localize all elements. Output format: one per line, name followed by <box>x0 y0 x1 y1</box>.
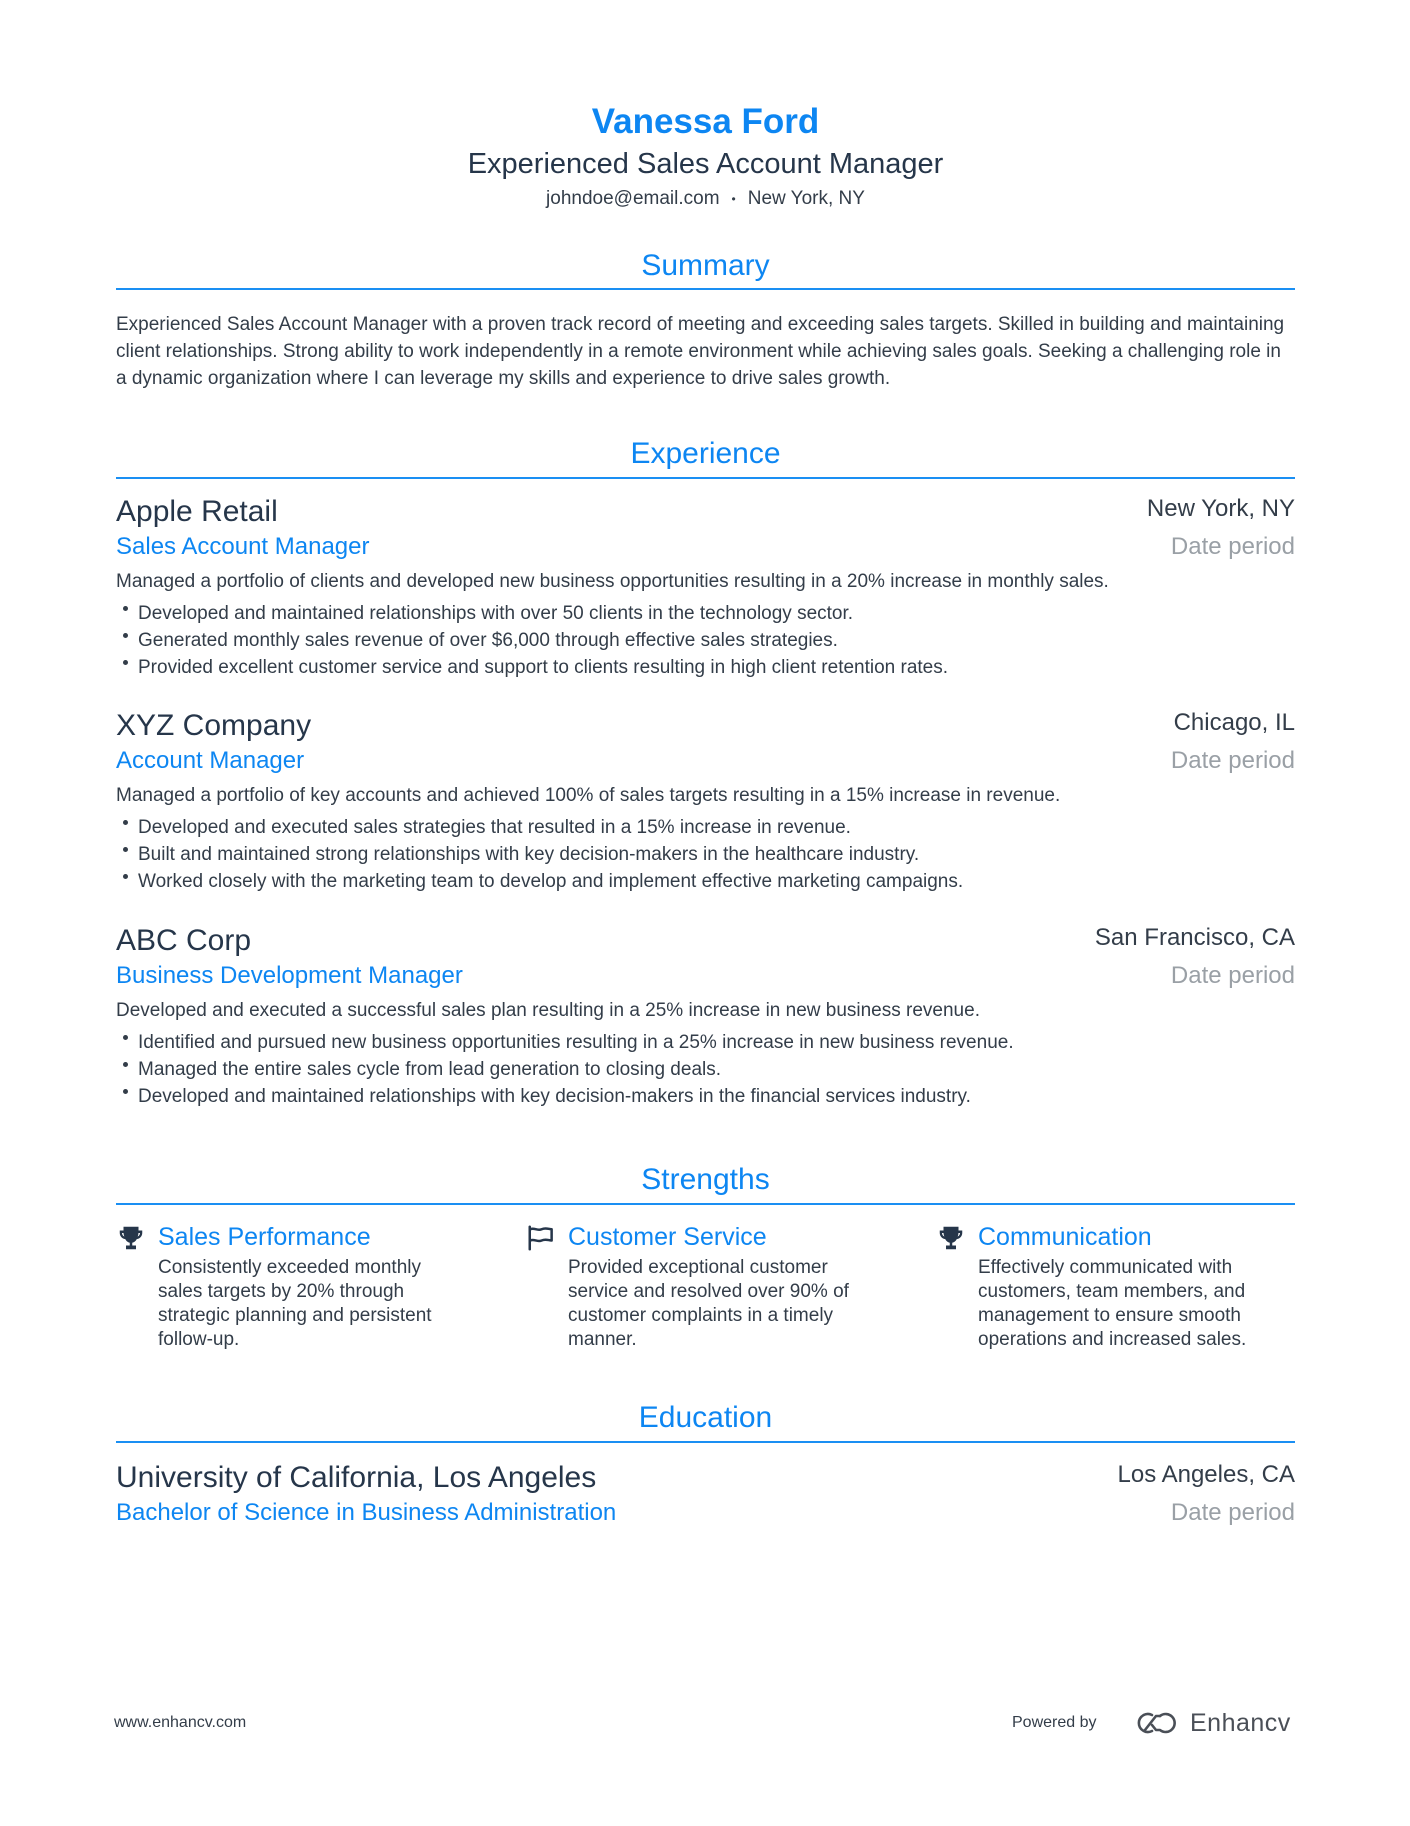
bullet-text: Provided excellent customer service and support to clients resulting in high client retention rates. <box>138 657 949 678</box>
section-title-experience: Experience <box>630 437 781 470</box>
section-title-education: Education <box>638 1401 773 1434</box>
list-item <box>116 654 1295 681</box>
list-item <box>116 814 1295 841</box>
list-item <box>116 868 1295 895</box>
bullet-icon <box>123 1089 128 1094</box>
list-item <box>116 1056 1295 1083</box>
resume-header <box>116 100 1295 212</box>
job-bullets <box>116 814 1295 895</box>
education-date: Date period <box>1170 1499 1295 1526</box>
powered-by-label: Powered by <box>1012 1714 1097 1731</box>
bullet-text: Worked closely with the marketing team to develop and implement effective marketing campaigns. <box>138 871 964 892</box>
bullet-text: Generated monthly sales revenue of over $6,000 through effective sales strategies. <box>138 630 838 651</box>
list-item <box>116 627 1295 654</box>
job-role: Sales Account Manager <box>116 533 370 560</box>
footer-website-link[interactable]: www.enhancv.com <box>114 1714 247 1731</box>
job-description: Developed and executed a successful sales plan resulting in a 25% increase in new business revenue. <box>116 1000 980 1021</box>
bullet-text: Developed and maintained relationships with key decision-makers in the financial services industry. <box>138 1086 971 1107</box>
section-divider <box>116 1441 1295 1443</box>
school-name: University of California, Los Angeles <box>116 1461 597 1494</box>
section-title-summary: Summary <box>641 249 770 282</box>
job-description: Managed a portfolio of clients and developed new business opportunities resulting in a 20% increase in monthly sales. <box>116 571 1109 592</box>
bullet-text: Identified and pursued new business opportunities resulting in a 25% increase in new business revenue. <box>138 1032 1014 1053</box>
trophy-icon <box>116 1223 146 1253</box>
strength-description: Provided exceptional customer service and resolved over 90% of customer complaints in a timely manner. <box>568 1257 849 1350</box>
job-location: New York, NY <box>1146 495 1295 522</box>
job-date: Date period <box>1170 533 1295 560</box>
strength-description: Effectively communicated with customers, team members, and management to ensure smooth operations and increased sales. <box>978 1257 1247 1350</box>
section-divider <box>116 288 1295 290</box>
job-location: San Francisco, CA <box>1094 924 1295 951</box>
contact-line <box>116 186 1295 212</box>
job-date: Date period <box>1170 962 1295 989</box>
section-divider <box>116 1203 1295 1205</box>
strength-description: Consistently exceeded monthly sales targets by 20% through strategic planning and persistent follow-up. <box>158 1257 432 1350</box>
resume-page <box>116 0 1295 1826</box>
job-date: Date period <box>1170 747 1295 774</box>
company-name: ABC Corp <box>116 924 252 957</box>
trophy-icon <box>936 1223 966 1253</box>
strength-title: Customer Service <box>568 1223 767 1251</box>
bullet-icon <box>123 1062 128 1067</box>
section-title-strengths: Strengths <box>641 1163 770 1196</box>
list-item <box>116 841 1295 868</box>
bullet-text: Built and maintained strong relationships with key decision-makers in the healthcare industry. <box>138 844 920 865</box>
school-location: Los Angeles, CA <box>1117 1461 1295 1488</box>
enhancv-brand-name: Enhancv <box>1190 1709 1291 1737</box>
job-description: Managed a portfolio of key accounts and achieved 100% of sales targets resulting in a 15% increase in revenue. <box>116 785 1061 806</box>
bullet-icon <box>123 847 128 852</box>
bullet-text: Developed and executed sales strategies that resulted in a 15% increase in revenue. <box>138 817 851 838</box>
bullet-icon <box>123 820 128 825</box>
list-item <box>116 1029 1295 1056</box>
strength-title: Sales Performance <box>158 1223 371 1251</box>
degree-name: Bachelor of Science in Business Administration <box>116 1499 617 1526</box>
flag-icon <box>526 1223 556 1253</box>
candidate-title: Experienced Sales Account Manager <box>467 148 944 180</box>
enhancv-logo-icon <box>1132 1708 1180 1738</box>
job-location: Chicago, IL <box>1173 709 1295 736</box>
bullet-icon <box>123 660 128 665</box>
strength-title: Communication <box>978 1223 1152 1251</box>
contact-separator: • <box>731 192 736 206</box>
list-item <box>116 1083 1295 1110</box>
summary-text: Experienced Sales Account Manager with a proven track record of meeting and exceeding sales targets. Skilled in building and maintaining client relationships. Strong ability to work independently in a remote environment while achieving sales goals. Seeking a challenging role in a dynamic organization where I can leverage my skills and experience to drive sales growth. <box>116 314 1285 389</box>
footer-branding <box>1012 1706 1292 1740</box>
bullet-icon <box>123 1035 128 1040</box>
company-name: Apple Retail <box>116 495 278 528</box>
contact-location: New York, NY <box>747 188 865 210</box>
job-role: Account Manager <box>116 747 305 774</box>
section-divider <box>116 477 1295 479</box>
job-role: Business Development Manager <box>116 962 463 989</box>
bullet-icon <box>123 874 128 879</box>
bullet-text: Developed and maintained relationships with over 50 clients in the technology sector. <box>138 603 854 624</box>
contact-email[interactable]: johndoe@email.com <box>546 188 720 210</box>
bullet-icon <box>123 606 128 611</box>
job-bullets <box>116 600 1295 681</box>
bullet-icon <box>123 633 128 638</box>
job-bullets <box>116 1029 1295 1110</box>
bullet-text: Managed the entire sales cycle from lead generation to closing deals. <box>138 1059 722 1080</box>
candidate-name: Vanessa Ford <box>591 102 820 141</box>
company-name: XYZ Company <box>116 709 312 742</box>
list-item <box>116 600 1295 627</box>
